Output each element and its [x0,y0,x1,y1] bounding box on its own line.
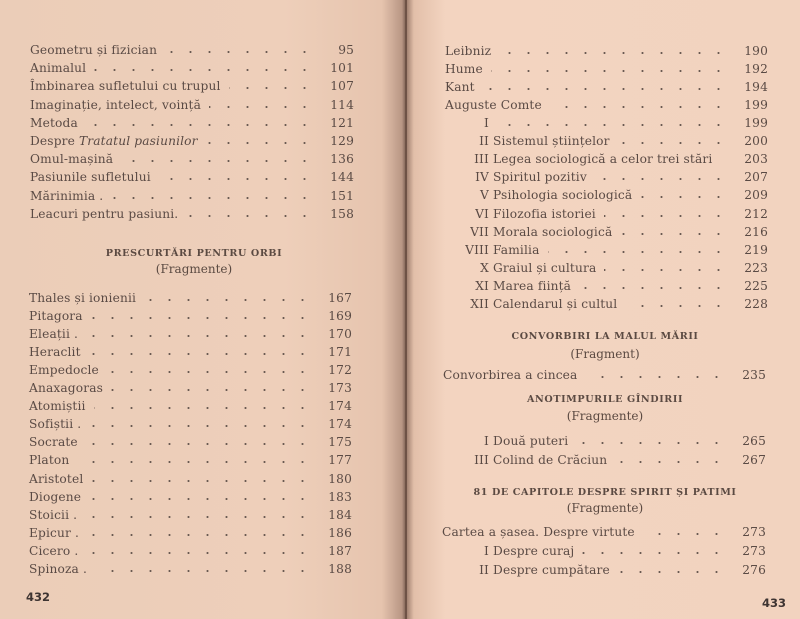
toc-entry-text: Două puteri [493,434,569,448]
toc-entry [29,379,352,397]
toc-entry-page: 174 [328,417,352,432]
dot-leader [604,205,732,223]
dot-leader [625,295,732,313]
toc-entry [30,96,354,114]
dot-leader [85,506,316,524]
dot-leader [483,78,732,96]
toc-entry-page: 200 [744,134,768,149]
toc-entry-page: 167 [328,291,352,305]
dot-leader [209,96,318,114]
toc-entry-text: Morala sociologică [493,224,613,239]
toc-entry-text: Empedocle [29,363,99,378]
toc-entry [445,223,768,241]
toc-entry-text: Kant [445,80,475,94]
toc-entry-text: Imaginație, intelect, voință [30,97,201,112]
section-heading-anotimpurile: ANOTIMPURILE GÎNDIRII [526,394,684,405]
toc-entry-page: 151 [330,188,354,203]
toc-entry [29,415,352,433]
toc-entry-title [445,60,483,78]
toc-entry-page: 170 [328,327,352,342]
toc-entry-page: 187 [328,543,352,558]
section-subheading-anotimpurile: (Fragmente) [566,409,644,423]
toc-entry-title [445,432,568,450]
toc-entry-text: Familia [493,242,540,257]
toc-entry-page: 212 [744,206,768,221]
toc-entry-text: Animalul [30,61,87,76]
toc-entry [445,241,768,259]
toc-entry-title [29,361,99,379]
toc-entry-text: Despre cumpătare [493,563,610,577]
toc-entry-text: Cicero . [29,543,79,558]
dot-leader [86,542,316,560]
toc-entry-title [29,470,83,488]
toc-entry-title [445,114,489,132]
toc-entry-page: 194 [744,80,768,94]
toc-entry [29,289,352,307]
toc-entry-page: 158 [330,206,354,221]
dot-leader [144,289,316,307]
chapter-numeral: X [480,260,489,275]
toc-entry [445,186,768,204]
toc-entry [30,187,354,205]
toc-entry-text: Auguste Comte [445,98,542,112]
dot-leader [91,470,316,488]
dot-leader [582,542,730,560]
section-heading-81-capitole: 81 DE CAPITOLE DESPRE SPIRIT ȘI PATIMI [473,487,737,498]
toc-entry [445,561,766,579]
toc-entry-page: 216 [744,224,768,239]
toc-entry-text: Sofiștii . [29,417,82,432]
toc-entry [445,277,768,295]
toc-entry-page: 223 [744,260,768,275]
toc-entry-title [445,168,587,186]
dot-leader [491,60,732,78]
toc-entry-title [29,289,136,307]
toc-entry [445,96,768,114]
toc-entry-title [30,205,178,223]
toc-entry-italic-title: Tratatul pasiunilor [79,134,198,148]
toc-entry-page: 175 [328,435,352,450]
toc-entry-title [29,397,86,415]
toc-entry-text: Leacuri pentru pasiuni. [30,206,179,221]
toc-entry-text: Spinoza . [29,561,88,576]
dot-leader [497,114,732,132]
toc-entry-page: 180 [328,471,352,486]
dot-leader [585,366,730,384]
dot-leader [576,432,730,450]
toc-entry-title [30,77,221,95]
toc-entry-title [442,523,635,541]
toc-entry [29,397,352,415]
toc-entry [29,451,352,469]
chapter-numeral: XI [475,278,489,293]
toc-entry-page: 136 [330,152,354,167]
toc-entry-text: Sistemul științelor [493,134,610,149]
toc-entry-title [445,241,540,259]
toc-entry [445,114,768,132]
toc-entry-page: 228 [744,297,768,311]
toc-entry [30,168,354,186]
toc-entry-title [30,187,103,205]
dot-leader [499,42,732,60]
toc-entry [445,150,768,168]
section-subheading-prescurtari: (Fragmente) [155,262,233,276]
toc-entry [30,41,354,59]
dot-leader [165,41,318,59]
toc-entry-title [445,42,491,60]
toc-entry-page: 95 [338,43,354,57]
toc-entry-page: 273 [742,525,766,539]
chapter-numeral: I [484,544,489,558]
toc-entry [30,114,354,132]
section-subheading-convorbiri: (Fragment) [570,347,640,361]
toc-entry [445,60,768,78]
toc-entry [29,433,352,451]
dot-leader [604,259,732,277]
toc-entry [30,77,354,95]
toc-entry-page: 209 [744,188,768,203]
toc-entry-title [445,259,596,277]
toc-entry-title [29,325,78,343]
toc-entry-text: Atomiștii [29,399,86,414]
toc-entry [445,542,766,560]
toc-entry-page: 235 [742,368,766,382]
toc-entry [29,307,352,325]
toc-entry-title [30,168,151,186]
toc-entry-text: Anaxagoras [29,381,104,396]
dot-leader [206,132,318,150]
chapter-numeral: II [479,134,489,149]
toc-entry-page: 169 [328,309,352,324]
toc-entry-text: Mărinimia . [30,188,104,203]
toc-entry-page: 101 [330,61,354,76]
toc-entry-title [445,78,475,96]
toc-entry [445,451,766,469]
dot-leader [640,186,732,204]
toc-entry-title [29,343,81,361]
toc-entry-text: Omul-mașină [30,152,114,167]
toc-entry-text: Marea ființă [493,278,572,293]
toc-entry-page: 129 [330,134,354,148]
page-number-right: 433 [762,596,787,610]
toc-entry-title [445,542,574,560]
chapter-numeral: VII [470,224,489,239]
chapter-numeral: III [474,152,489,167]
dot-leader [91,307,316,325]
dot-leader [620,223,732,241]
toc-entry-title [445,561,610,579]
toc-entry-text: Heraclit [29,345,81,360]
toc-entry-page: 207 [744,170,768,185]
page-number-left: 432 [26,590,51,604]
toc-entry-page: 225 [744,278,768,293]
toc-entry-text: Spiritul pozitiv [493,170,587,185]
toc-entry-page: 177 [328,453,352,468]
toc-entry-page: 186 [328,525,352,540]
chapter-numeral: V [480,188,489,203]
toc-entry [29,524,352,542]
toc-entry-text: Hume [445,62,483,76]
toc-entry-page: 173 [328,381,352,396]
toc-entry-title [445,223,612,241]
section-subheading-81-capitole: (Fragmente) [566,501,644,515]
chapter-numeral: XII [470,297,489,311]
toc-entry-text: Psihologia sociologică [493,188,633,203]
toc-entry-title [29,451,69,469]
dot-leader [86,433,316,451]
dot-leader [89,343,316,361]
toc-entry [445,205,768,223]
chapter-numeral: II [479,563,489,577]
toc-entry-text: Filozofia istoriei [493,206,596,221]
toc-entry-text: Cartea a șasea. Despre virtute [442,525,635,539]
toc-entry-text: Metoda [30,115,78,130]
book-spine [405,0,407,619]
chapter-numeral: VIII [465,242,489,257]
toc-entry [445,168,768,186]
chapter-numeral: I [484,116,489,130]
section-heading-convorbiri: CONVORBIRI LA MALUL MĂRII [511,331,699,342]
toc-entry-title [30,114,78,132]
toc-entry-page: 199 [744,116,768,130]
toc-entry-page: 107 [330,79,354,94]
toc-entry-title [445,277,571,295]
toc-entry-page: 190 [744,44,768,58]
toc-entry-page: 184 [328,507,352,522]
dot-leader [618,561,730,579]
toc-entry-page: 219 [744,242,768,257]
toc-entry-page: 144 [330,170,354,185]
toc-entry-text: Diogene [29,489,82,504]
toc-entry-title [445,96,542,114]
toc-entry-page: 183 [328,489,352,504]
toc-entry [29,343,352,361]
toc-entry [29,470,352,488]
toc-entry [445,42,768,60]
toc-entry [30,132,354,150]
toc-entry-text: Stoicii . [29,507,78,522]
dot-leader [94,59,318,77]
toc-entry-title [30,59,86,77]
toc-entry-title [30,150,113,168]
toc-entry-page: 192 [744,62,768,76]
dot-leader [550,96,732,114]
dot-leader [86,325,316,343]
toc-entry-text: Pasiunile sufletului [30,170,151,185]
toc-entry-title [30,96,201,114]
chapter-numeral: I [484,434,489,448]
dot-leader [87,524,316,542]
toc-entry [29,361,352,379]
toc-entry-page: 199 [744,98,768,112]
toc-entry-text: Pitagora [29,309,83,324]
toc-entry-text: Aristotel [29,471,84,486]
toc-entry-title [29,560,87,578]
toc-entry-page: 188 [328,561,352,576]
toc-entry [30,205,354,223]
dot-leader [720,150,732,168]
toc-entry-title [29,488,81,506]
chapter-numeral: III [474,453,489,467]
toc-entry [29,488,352,506]
dot-leader [77,451,316,469]
chapter-numeral: IV [475,170,489,185]
toc-entry-title [445,205,596,223]
toc-entry [445,78,768,96]
toc-entry-page: 267 [742,453,766,467]
dot-leader [89,488,316,506]
toc-entry [30,59,354,77]
toc-entry [445,259,768,277]
toc-entry-text: Convorbirea a cincea [443,368,578,382]
toc-entry-title [30,132,198,150]
dot-leader [548,241,732,259]
toc-entry-text: Geometru și fizician [30,43,158,57]
toc-entry-text: Graiul și cultura [493,260,597,275]
toc-entry-text: Platon [29,453,70,468]
toc-entry [442,523,766,541]
toc-entry-title [445,186,632,204]
toc-entry-title [445,132,610,150]
chapter-numeral: VI [475,206,489,221]
dot-leader [643,523,730,541]
toc-entry-text: Epicur . [29,525,80,540]
toc-entry-page: 265 [742,434,766,448]
toc-entry [29,542,352,560]
toc-entry [443,366,766,384]
toc-entry-text: Despre [30,134,80,148]
toc-entry [30,150,354,168]
toc-entry-text: Thales și ionienii [29,291,137,305]
dot-leader [94,397,316,415]
toc-entry [445,132,768,150]
dot-leader [86,114,318,132]
toc-entry [445,295,768,313]
toc-entry-page: 203 [744,152,768,167]
toc-entry-page: 114 [330,97,354,112]
toc-entry-title [29,415,81,433]
toc-entry-title [29,506,77,524]
dot-leader [595,168,732,186]
dot-leader [186,205,318,223]
toc-entry-text: Colind de Crăciun [493,453,608,467]
toc-entry-page: 276 [742,563,766,577]
toc-entry-title [29,524,79,542]
dot-leader [111,379,316,397]
toc-entry-title [29,307,83,325]
toc-entry-page: 121 [330,115,354,130]
toc-entry-text: Îmbinarea sufletului cu trupul [30,79,221,94]
dot-leader [111,187,318,205]
toc-entry-title [29,542,78,560]
toc-entry-title [445,295,617,313]
dot-leader [618,132,732,150]
toc-entry [29,560,352,578]
toc-entry-title [30,41,157,59]
toc-entry-text: Despre curaj [493,544,575,558]
dot-leader [229,77,318,95]
toc-entry [445,432,766,450]
toc-entry [29,325,352,343]
toc-entry-text: Calendarul și cultul [493,297,618,311]
toc-entry-text: Leibniz [445,44,492,58]
toc-entry-page: 171 [328,345,352,360]
toc-entry-text: Legea sociologică a celor trei stări [493,152,713,167]
section-heading-prescurtari: PRESCURTĂRI PENTRU ORBI [105,248,283,259]
dot-leader [159,168,318,186]
dot-leader [89,415,316,433]
toc-entry-title [29,379,103,397]
toc-entry-page: 273 [742,544,766,558]
toc-entry-text: Eleații . [29,327,79,342]
dot-leader [107,361,316,379]
dot-leader [615,451,730,469]
dot-leader [121,150,318,168]
toc-entry-title [445,451,607,469]
toc-entry-title [445,150,712,168]
toc-entry-page: 174 [328,399,352,414]
toc-entry-title [29,433,78,451]
toc-entry-text: Socrate [29,435,78,450]
dot-leader [579,277,732,295]
toc-entry-title [443,366,577,384]
toc-entry-page: 172 [328,363,352,378]
dot-leader [95,560,316,578]
toc-entry [29,506,352,524]
